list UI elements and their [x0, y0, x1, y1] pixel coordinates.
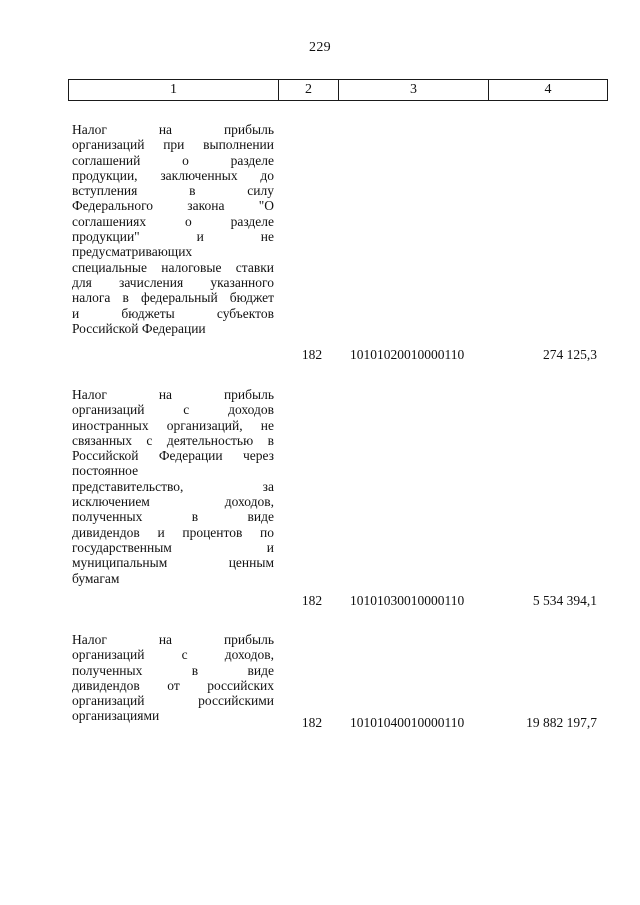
description-line: Налог на прибыль	[72, 122, 274, 137]
header-col-3: 3	[339, 80, 489, 100]
description-line: дивидендов от российских	[72, 677, 274, 693]
description-line: исключением доходов,	[72, 494, 274, 510]
description-line: организаций с доходов	[72, 402, 274, 418]
description-line: дивидендов и процентов по	[72, 524, 274, 540]
description-line: организаций при выполнении	[72, 137, 274, 153]
admin-code: 182	[301, 347, 323, 362]
admin-code: 182	[301, 715, 323, 730]
description-line: для зачисления указанного	[72, 274, 274, 290]
description-line: Налог на прибыль	[72, 632, 274, 647]
description-line: полученных в виде	[72, 509, 274, 525]
row-description	[72, 632, 274, 724]
description-line: Российской Федерации	[72, 320, 206, 336]
header-col-1: 1	[69, 80, 279, 100]
description-line: организаций российскими	[72, 693, 274, 709]
header-col-4: 4	[544, 82, 552, 97]
description-line: представительство, за	[72, 478, 274, 494]
description-line: и бюджеты субъектов	[72, 305, 274, 321]
description-line: организациями	[72, 708, 160, 724]
description-line: продукции, заключенных до	[72, 167, 274, 183]
description-line: связанных с деятельностью в	[72, 432, 274, 448]
description-line: налога в федеральный бюджет	[72, 290, 274, 306]
description-line: бумагам	[72, 570, 120, 586]
row-description	[72, 387, 274, 586]
description-line: Федерального закона "О	[72, 198, 274, 214]
description-line: Российской Федерации через	[72, 448, 274, 464]
description-line: государственным и	[72, 539, 274, 555]
budget-classification-code: 10101020010000110	[350, 347, 465, 362]
description-line: специальные налоговые ставки	[72, 259, 274, 275]
description-line: соглашениях о разделе	[72, 213, 274, 229]
description-line: вступления в силу	[72, 183, 274, 199]
budget-classification-code: 10101040010000110	[350, 715, 465, 730]
description-line: постоянное	[72, 463, 139, 479]
description-line: Налог на прибыль	[72, 387, 274, 402]
description-line: продукции" и не	[72, 229, 274, 245]
budget-classification-code: 10101030010000110	[350, 593, 465, 608]
amount-value: 5 534 394,1	[532, 593, 597, 608]
description-line: иностранных организаций, не	[72, 417, 274, 433]
header-col-2: 2	[279, 80, 339, 100]
admin-code: 182	[301, 593, 323, 608]
description-line: предусматривающих	[72, 244, 193, 260]
description-line: муниципальным ценным	[72, 555, 274, 571]
description-line: полученных в виде	[72, 662, 274, 678]
page-number: 229	[309, 40, 331, 55]
table-header	[68, 79, 608, 101]
description-line: соглашений о разделе	[72, 152, 274, 168]
description-line: организаций с доходов,	[72, 647, 274, 663]
row-description	[72, 122, 274, 336]
amount-value: 274 125,3	[543, 347, 597, 362]
amount-value: 19 882 197,7	[526, 715, 597, 730]
